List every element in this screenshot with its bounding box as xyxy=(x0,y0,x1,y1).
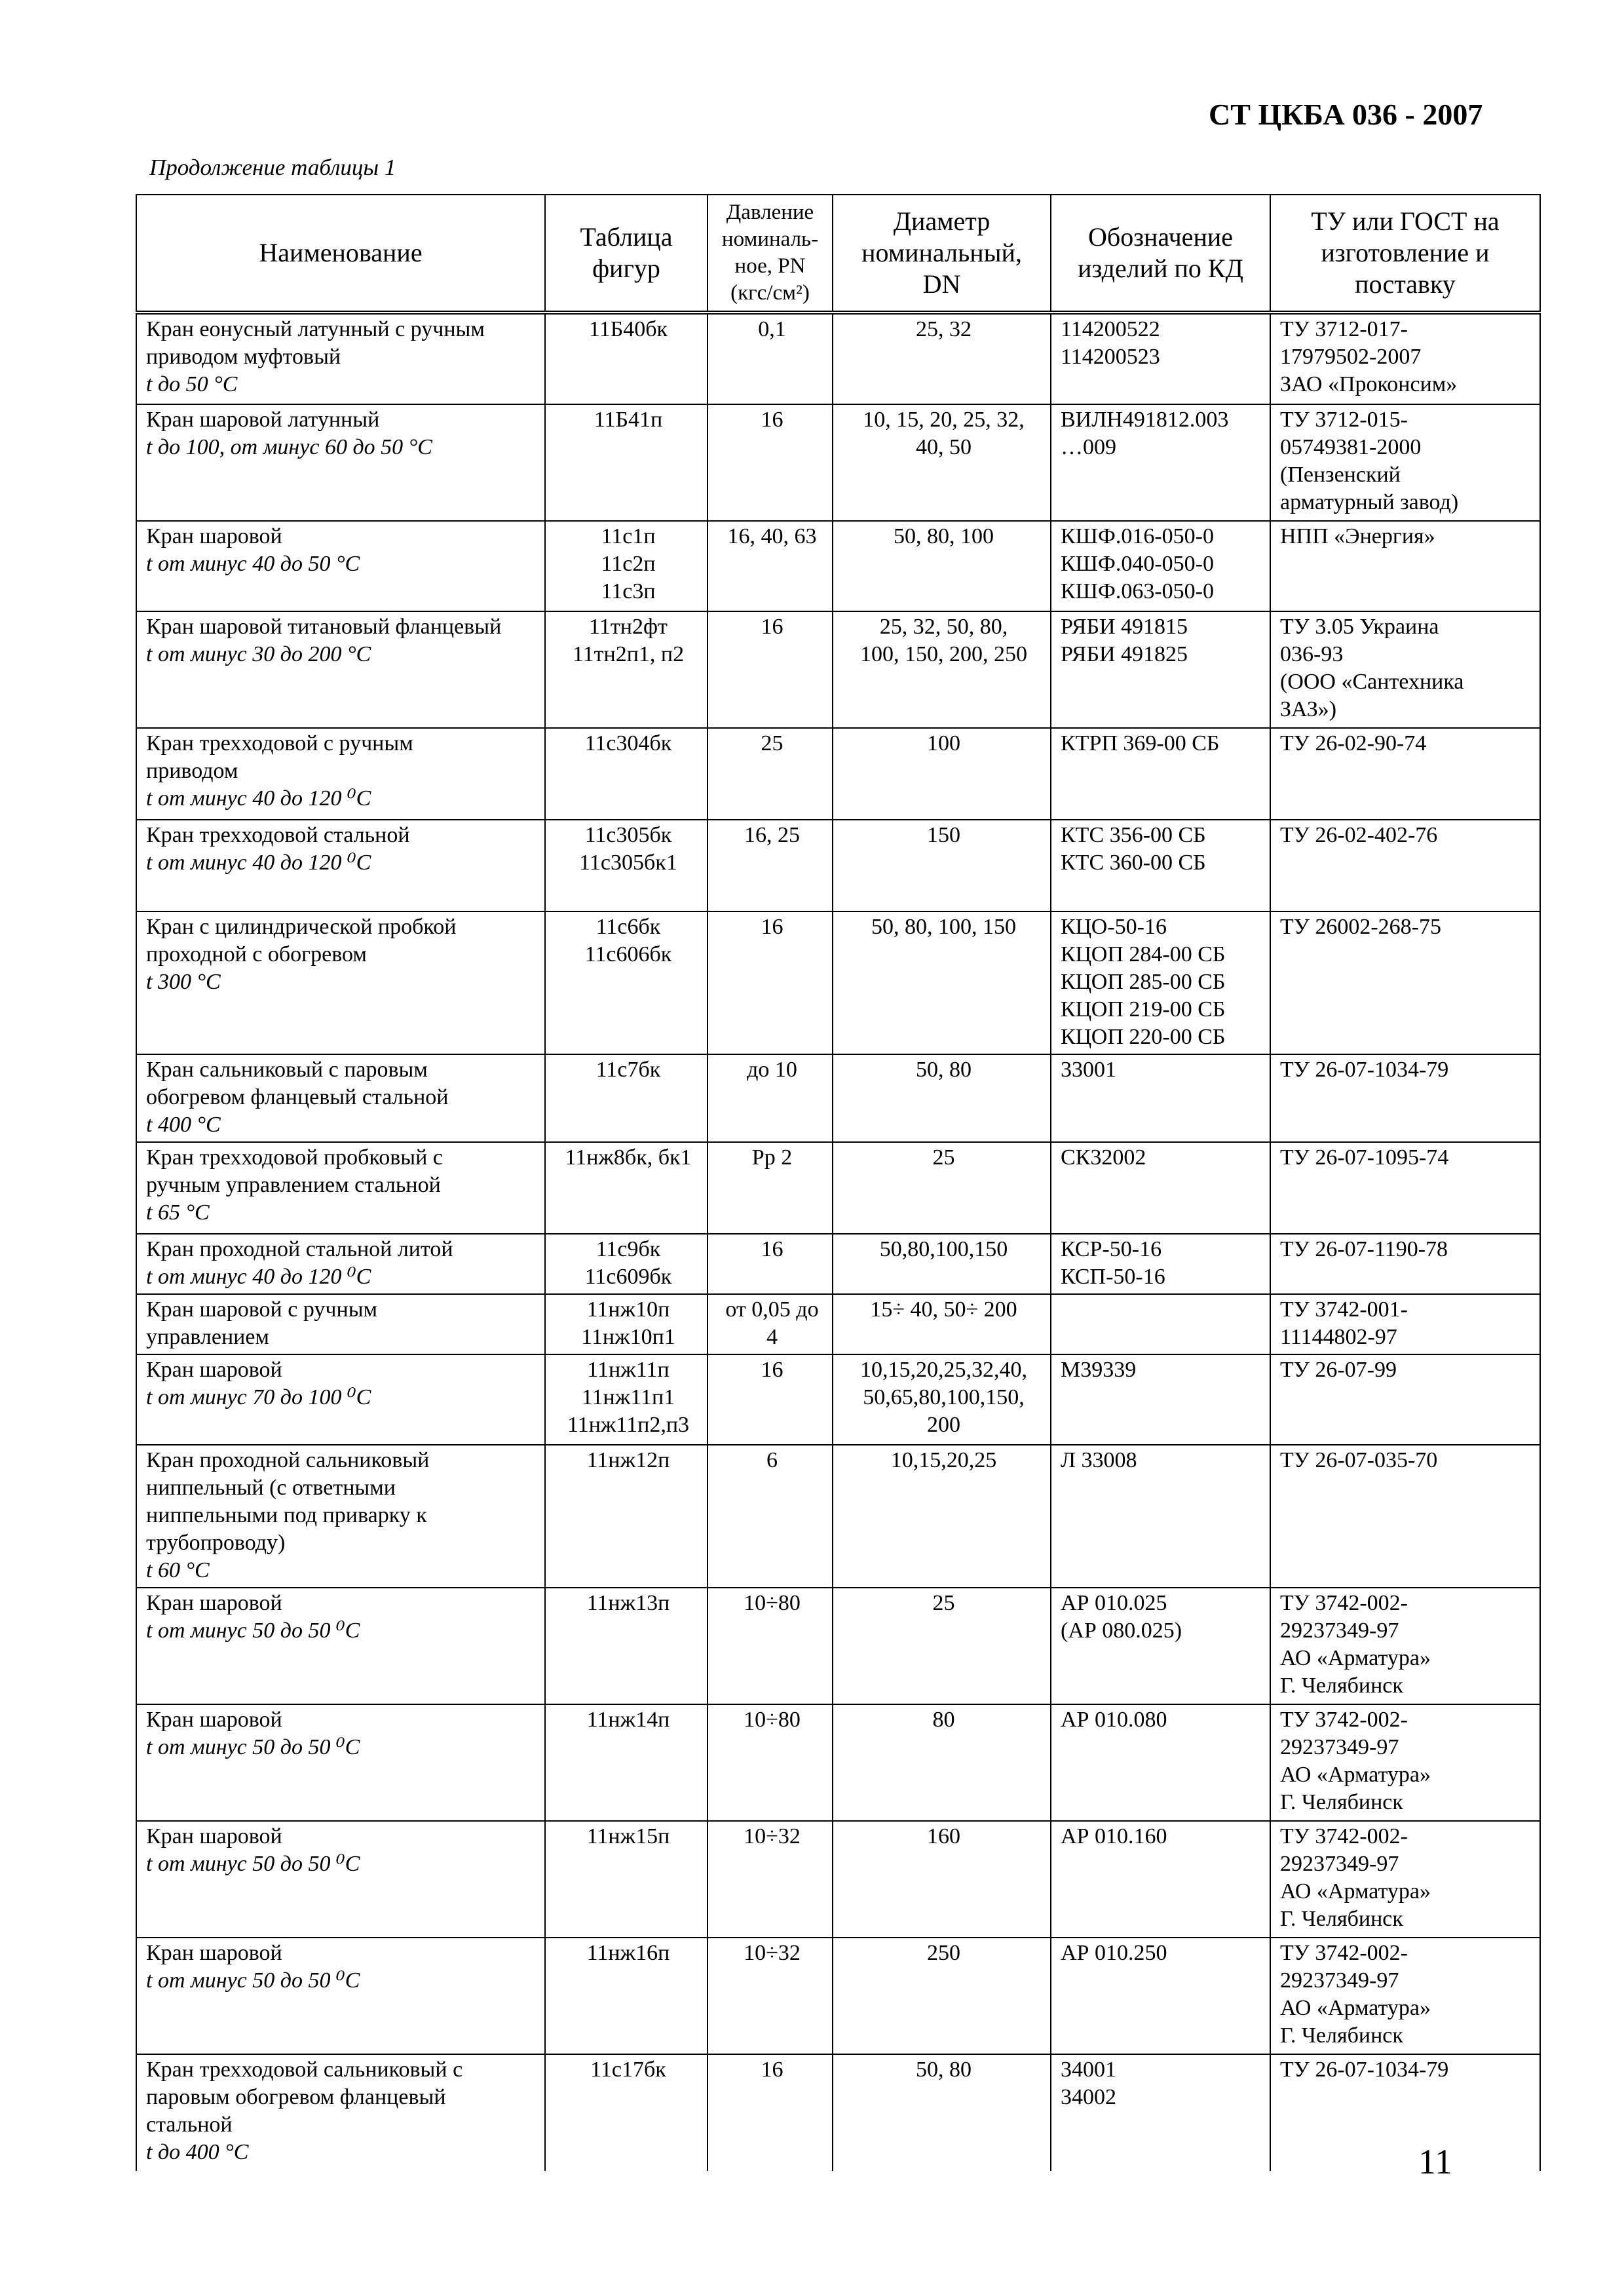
column-header-figure: Таблица фигур xyxy=(545,195,708,313)
page-number: 11 xyxy=(1418,2142,1452,2181)
cell-gost: НПП «Энергия» xyxy=(1270,521,1540,611)
valves-table xyxy=(136,194,1541,2171)
valve-name: Кран шаровой латунный xyxy=(146,408,380,432)
temperature-range: t 300 °С xyxy=(146,970,221,994)
cell-figure: 11с305бк 11с305бк1 xyxy=(545,820,708,911)
cell-kd: КСР-50-16 КСП-50-16 xyxy=(1051,1234,1270,1294)
temperature-range: t от минус 50 до 50 ⁰С xyxy=(146,1618,360,1643)
cell-gost: ТУ 26-07-035-70 xyxy=(1270,1445,1540,1588)
cell-kd: Л 33008 xyxy=(1051,1445,1270,1588)
temperature-range: t от минус 50 до 50 ⁰С xyxy=(146,1852,360,1876)
cell-figure: 11с304бк xyxy=(545,728,708,820)
cell-pn: 10÷32 xyxy=(708,1938,833,2054)
column-header-dn: Диаметр номинальный, DN xyxy=(833,195,1051,313)
temperature-range: t от минус 40 до 50 °С xyxy=(146,552,360,576)
cell-kd: ВИЛН491812.003 …009 xyxy=(1051,404,1270,521)
cell-kd: 114200522 114200523 xyxy=(1051,313,1270,404)
cell-pn: 10÷80 xyxy=(708,1588,833,1704)
cell-figure: 11с9бк 11с609бк xyxy=(545,1234,708,1294)
cell-pn: 16 xyxy=(708,1234,833,1294)
cell-pn: 10÷80 xyxy=(708,1704,833,1821)
temperature-range: t 60 °С xyxy=(146,1558,210,1582)
table-row xyxy=(136,2054,1540,2171)
valve-name: Кран трехходовой пробковый с ручным управлением стальной xyxy=(146,1145,443,1197)
valve-name: Кран трехходовой с ручным приводом xyxy=(146,731,413,783)
cell-gost: ТУ 26-07-1034-79 xyxy=(1270,1054,1540,1142)
valve-name: Кран шаровой титановый фланцевый xyxy=(146,615,502,639)
table-row xyxy=(136,611,1540,728)
valve-name: Кран шаровой xyxy=(146,524,282,548)
cell-kd: КЦО-50-16 КЦОП 284-00 СБ КЦОП 285-00 СБ КЦОП 219-00 СБ КЦОП 220-00 СБ xyxy=(1051,911,1270,1054)
cell-gost: ТУ 26-07-1190-78 xyxy=(1270,1234,1540,1294)
table-row xyxy=(136,313,1540,404)
cell-figure: 11с1п 11с2п 11с3п xyxy=(545,521,708,611)
cell-kd: КТРП 369-00 СБ xyxy=(1051,728,1270,820)
cell-kd: АР 010.025 (АР 080.025) xyxy=(1051,1588,1270,1704)
cell-dn: 25 xyxy=(833,1142,1051,1234)
temperature-range: t до 100, от минус 60 до 50 °С xyxy=(146,435,432,459)
column-header-pn: Давление номиналь- ное, PN (кгс/см²) xyxy=(708,195,833,313)
cell-name xyxy=(136,611,545,728)
cell-kd: СК32002 xyxy=(1051,1142,1270,1234)
table-row xyxy=(136,911,1540,1054)
cell-figure: 11Б40бк xyxy=(545,313,708,404)
cell-gost: ТУ 3.05 Украина 036-93 (ООО «Сантехника ЗАЗ») xyxy=(1270,611,1540,728)
valve-name: Кран еонусный латунный с ручным приводом муфтовый xyxy=(146,317,485,369)
column-header-kd: Обозначение изделий по КД xyxy=(1051,195,1270,313)
cell-figure: 11нж15п xyxy=(545,1821,708,1938)
cell-figure: 11нж10п 11нж10п1 xyxy=(545,1294,708,1354)
table-row xyxy=(136,1445,1540,1588)
cell-dn: 10, 15, 20, 25, 32, 40, 50 xyxy=(833,404,1051,521)
cell-name xyxy=(136,1588,545,1704)
cell-dn: 50,80,100,150 xyxy=(833,1234,1051,1294)
cell-pn: 16 xyxy=(708,911,833,1054)
valve-name: Кран шаровой xyxy=(146,1824,282,1848)
cell-kd xyxy=(1051,1294,1270,1354)
cell-pn: 16, 25 xyxy=(708,820,833,911)
cell-name xyxy=(136,2054,545,2171)
temperature-range: t от минус 50 до 50 ⁰С xyxy=(146,1968,360,1993)
cell-gost: ТУ 26-07-99 xyxy=(1270,1354,1540,1445)
table-body xyxy=(136,313,1540,2171)
valve-name: Кран шаровой с ручным управлением xyxy=(146,1297,378,1349)
valve-name: Кран трехходовой сальниковый с паровым обогревом фланцевый стальной xyxy=(146,2057,463,2137)
cell-dn: 25 xyxy=(833,1588,1051,1704)
cell-name xyxy=(136,820,545,911)
table-row xyxy=(136,1234,1540,1294)
valve-name: Кран проходной сальниковый ниппельный (с ответными ниппельными под приварку к трубопроводу) xyxy=(146,1448,430,1555)
cell-pn: до 10 xyxy=(708,1054,833,1142)
cell-figure: 11Б41п xyxy=(545,404,708,521)
valve-name: Кран трехходовой стальной xyxy=(146,823,410,847)
cell-dn: 25, 32 xyxy=(833,313,1051,404)
cell-pn: 16 xyxy=(708,1354,833,1445)
table-row xyxy=(136,1588,1540,1704)
cell-gost: ТУ 26-07-1034-79 xyxy=(1270,2054,1540,2171)
temperature-range: t до 400 °С xyxy=(146,2140,249,2164)
cell-pn: от 0,05 до 4 xyxy=(708,1294,833,1354)
valve-name: Кран с цилиндрической пробкой проходной с обогревом xyxy=(146,915,457,966)
temperature-range: t до 50 °С xyxy=(146,372,238,396)
cell-kd: 33001 xyxy=(1051,1054,1270,1142)
table-header-row xyxy=(136,195,1540,313)
cell-pn: 0,1 xyxy=(708,313,833,404)
cell-pn: 16, 40, 63 xyxy=(708,521,833,611)
cell-dn: 25, 32, 50, 80, 100, 150, 200, 250 xyxy=(833,611,1051,728)
cell-dn: 50, 80, 100, 150 xyxy=(833,911,1051,1054)
table-row xyxy=(136,1704,1540,1821)
column-header-name: Наименование xyxy=(136,195,545,313)
table-row xyxy=(136,1142,1540,1234)
cell-name xyxy=(136,1704,545,1821)
cell-kd: 34001 34002 xyxy=(1051,2054,1270,2171)
table-row xyxy=(136,1354,1540,1445)
cell-pn: 10÷32 xyxy=(708,1821,833,1938)
valve-name: Кран шаровой xyxy=(146,1708,282,1732)
cell-figure: 11нж8бк, бк1 xyxy=(545,1142,708,1234)
cell-gost: ТУ 3742-001- 11144802-97 xyxy=(1270,1294,1540,1354)
cell-dn: 50, 80 xyxy=(833,2054,1051,2171)
cell-pn: 16 xyxy=(708,611,833,728)
cell-figure: 11с6бк 11с606бк xyxy=(545,911,708,1054)
cell-name xyxy=(136,728,545,820)
cell-dn: 10,15,20,25,32,40, 50,65,80,100,150, 200 xyxy=(833,1354,1051,1445)
cell-pn: 25 xyxy=(708,728,833,820)
cell-pn: 16 xyxy=(708,404,833,521)
temperature-range: t от минус 30 до 200 °С xyxy=(146,642,371,666)
cell-name xyxy=(136,404,545,521)
temperature-range: t от минус 40 до 120 ⁰С xyxy=(146,786,371,811)
cell-dn: 80 xyxy=(833,1704,1051,1821)
temperature-range: t от минус 50 до 50 ⁰С xyxy=(146,1735,360,1759)
cell-name xyxy=(136,1445,545,1588)
cell-name xyxy=(136,1234,545,1294)
document-code: СТ ЦКБА 036 - 2007 xyxy=(1209,98,1483,131)
cell-gost: ТУ 3742-002- 29237349-97 АО «Арматура» Г. Челябинск xyxy=(1270,1704,1540,1821)
valve-name: Кран шаровой xyxy=(146,1358,282,1382)
cell-pn: Рр 2 xyxy=(708,1142,833,1234)
cell-name xyxy=(136,1294,545,1354)
cell-name xyxy=(136,1142,545,1234)
table-row xyxy=(136,404,1540,521)
cell-pn: 16 xyxy=(708,2054,833,2171)
table-row xyxy=(136,521,1540,611)
cell-dn: 100 xyxy=(833,728,1051,820)
cell-gost: ТУ 26-02-90-74 xyxy=(1270,728,1540,820)
cell-kd: КШФ.016-050-0 КШФ.040-050-0 КШФ.063-050-0 xyxy=(1051,521,1270,611)
column-header-gost: ТУ или ГОСТ на изготовление и поставку xyxy=(1270,195,1540,313)
cell-dn: 10,15,20,25 xyxy=(833,1445,1051,1588)
cell-figure: 11нж13п xyxy=(545,1588,708,1704)
cell-name xyxy=(136,1821,545,1938)
cell-pn: 6 xyxy=(708,1445,833,1588)
cell-gost: ТУ 3742-002- 29237349-97 АО «Арматура» Г. Челябинск xyxy=(1270,1588,1540,1704)
cell-dn: 50, 80 xyxy=(833,1054,1051,1142)
temperature-range: t от минус 40 до 120 ⁰С xyxy=(146,1265,371,1289)
valve-name: Кран шаровой xyxy=(146,1941,282,1965)
table-row xyxy=(136,1054,1540,1142)
cell-figure: 11нж14п xyxy=(545,1704,708,1821)
cell-dn: 50, 80, 100 xyxy=(833,521,1051,611)
cell-kd: М39339 xyxy=(1051,1354,1270,1445)
cell-gost: ТУ 3712-017- 17979502-2007 ЗАО «Проконсим» xyxy=(1270,313,1540,404)
cell-name xyxy=(136,911,545,1054)
valve-name: Кран шаровой xyxy=(146,1591,282,1615)
temperature-range: t 400 °С xyxy=(146,1113,221,1137)
cell-name xyxy=(136,521,545,611)
temperature-range: t от минус 40 до 120 ⁰С xyxy=(146,851,371,875)
cell-gost: ТУ 3742-002- 29237349-97 АО «Арматура» Г. Челябинск xyxy=(1270,1938,1540,2054)
valve-name: Кран сальниковый с паровым обогревом фланцевый стальной xyxy=(146,1058,449,1109)
cell-figure: 11нж16п xyxy=(545,1938,708,2054)
temperature-range: t от минус 70 до 100 ⁰С xyxy=(146,1385,371,1409)
cell-kd: АР 010.080 xyxy=(1051,1704,1270,1821)
table-row xyxy=(136,1294,1540,1354)
cell-kd: РЯБИ 491815 РЯБИ 491825 xyxy=(1051,611,1270,728)
cell-name xyxy=(136,1054,545,1142)
cell-dn: 250 xyxy=(833,1938,1051,2054)
table-continuation-caption: Продолжение таблицы 1 xyxy=(149,155,396,180)
cell-figure: 11с17бк xyxy=(545,2054,708,2171)
cell-kd: АР 010.250 xyxy=(1051,1938,1270,2054)
cell-kd: АР 010.160 xyxy=(1051,1821,1270,1938)
valve-name: Кран проходной стальной литой xyxy=(146,1237,453,1261)
cell-gost: ТУ 26-02-402-76 xyxy=(1270,820,1540,911)
cell-gost: ТУ 26-07-1095-74 xyxy=(1270,1142,1540,1234)
cell-gost: ТУ 3712-015- 05749381-2000 (Пензенский арматурный завод) xyxy=(1270,404,1540,521)
cell-figure: 11нж11п 11нж11п1 11нж11п2,п3 xyxy=(545,1354,708,1445)
cell-figure: 11с7бк xyxy=(545,1054,708,1142)
cell-dn: 15÷ 40, 50÷ 200 xyxy=(833,1294,1051,1354)
cell-dn: 150 xyxy=(833,820,1051,911)
cell-figure: 11нж12п xyxy=(545,1445,708,1588)
cell-figure: 11тн2фт 11тн2п1, п2 xyxy=(545,611,708,728)
table-row xyxy=(136,728,1540,820)
cell-gost: ТУ 3742-002- 29237349-97 АО «Арматура» Г. Челябинск xyxy=(1270,1821,1540,1938)
cell-name xyxy=(136,1354,545,1445)
temperature-range: t 65 °С xyxy=(146,1200,210,1225)
cell-name xyxy=(136,1938,545,2054)
cell-dn: 160 xyxy=(833,1821,1051,1938)
table-row xyxy=(136,820,1540,911)
cell-kd: КТС 356-00 СБ КТС 360-00 СБ xyxy=(1051,820,1270,911)
cell-gost: ТУ 26002-268-75 xyxy=(1270,911,1540,1054)
table-row xyxy=(136,1938,1540,2054)
cell-name xyxy=(136,313,545,404)
table-row xyxy=(136,1821,1540,1938)
